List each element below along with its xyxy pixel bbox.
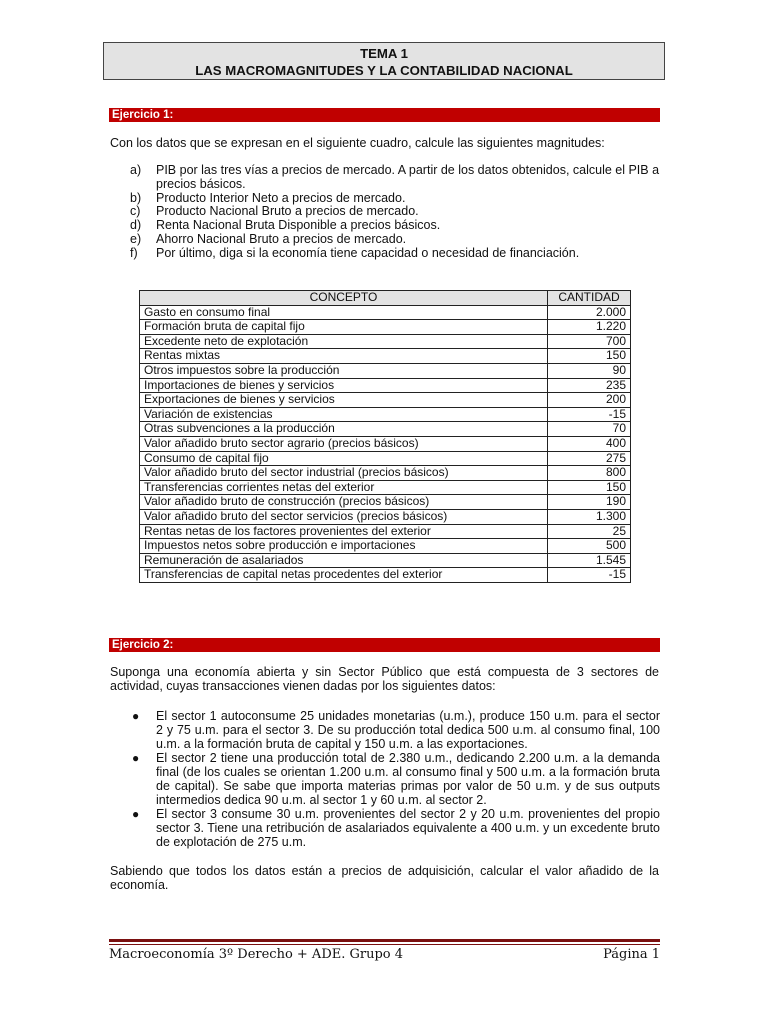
- concept-cell: Remuneración de asalariados: [140, 553, 548, 568]
- topic-number: TEMA 1: [360, 46, 408, 61]
- quantity-cell: 70: [548, 422, 631, 437]
- data-table: [139, 290, 631, 583]
- table-row: [140, 334, 631, 349]
- table-row: [140, 349, 631, 364]
- exercise-1-task-list: [130, 164, 660, 261]
- table-row: [140, 363, 631, 378]
- bullet-icon: ●: [132, 709, 140, 723]
- quantity-cell: 700: [548, 334, 631, 349]
- table-row: [140, 320, 631, 335]
- document-title-box: [103, 42, 665, 80]
- task-item: f) Por último, diga si la economía tiene capacidad o necesidad de financiación.: [130, 245, 580, 260]
- quantity-cell: 500: [548, 539, 631, 554]
- exercise-1-header: Ejercicio 1:: [109, 108, 660, 122]
- task-item: b) Producto Interior Neto a precios de mercado.: [130, 190, 406, 205]
- quantity-cell: 800: [548, 466, 631, 481]
- task-item: a) PIB por las tres vías a precios de mercado. A partir de los datos obtenidos, calcule el PIB a precios básicos.: [130, 163, 660, 191]
- concept-cell: Excedente neto de explotación: [140, 334, 548, 349]
- quantity-cell: -15: [548, 568, 631, 583]
- column-header-cantidad: CANTIDAD: [548, 291, 631, 306]
- table-row: [140, 436, 631, 451]
- table-row: [140, 466, 631, 481]
- concept-cell: Rentas netas de los factores provenientes del exterior: [140, 524, 548, 539]
- concept-cell: Exportaciones de bienes y servicios: [140, 393, 548, 408]
- concept-cell: Valor añadido bruto de construcción (precios básicos): [140, 495, 548, 510]
- table-row: [140, 568, 631, 583]
- list-item: ● El sector 3 consume 30 u.m. provenientes del sector 2 y 20 u.m. provenientes del propio sector 3. Tiene una retribución de asalariados equivalente a 400 u.m. y un excedente bruto de explotación de 275 u.m.: [132, 807, 660, 849]
- task-item: c) Producto Nacional Bruto a precios de mercado.: [130, 204, 419, 219]
- quantity-cell: 235: [548, 378, 631, 393]
- table-row: [140, 509, 631, 524]
- concept-cell: Otras subvenciones a la producción: [140, 422, 548, 437]
- column-header-concepto: CONCEPTO: [140, 291, 548, 306]
- list-item: ● El sector 1 autoconsume 25 unidades monetarias (u.m.), produce 150 u.m. para el sector 2 y 75 u.m. para el sector 3. De su producción total dedica 500 u.m. al consumo final, 100 u.m. a la formación bruta de capital y 150 u.m. a las exportaciones.: [132, 709, 660, 751]
- table-row: [140, 393, 631, 408]
- concept-cell: Otros impuestos sobre la producción: [140, 363, 548, 378]
- table-row: [140, 378, 631, 393]
- table-row: [140, 407, 631, 422]
- footer-page-number: Página 1: [603, 947, 660, 962]
- quantity-cell: -15: [548, 407, 631, 422]
- exercise-2-intro: Suponga una economía abierta y sin Sector Público que está compuesta de 3 sectores de actividad, cuyas transacciones vienen dadas por los siguientes datos:: [110, 665, 659, 693]
- concept-cell: Gasto en consumo final: [140, 305, 548, 320]
- concept-cell: Variación de existencias: [140, 407, 548, 422]
- quantity-cell: 150: [548, 480, 631, 495]
- quantity-cell: 2.000: [548, 305, 631, 320]
- quantity-cell: 275: [548, 451, 631, 466]
- table-row: [140, 480, 631, 495]
- list-item: ● El sector 2 tiene una producción total de 2.380 u.m., dedicando 2.200 u.m. a la demanda final (de los cuales se orientan 1.200 u.m. al consumo final y 500 u.m. a la formación bruta de capital). Se sabe que importa materias primas por valor de 50 u.m. y de sus outputs intermedios dedica 90 u.m. al sector 1 y 60 u.m. al sector 2.: [132, 751, 660, 807]
- concept-cell: Transferencias de capital netas procedentes del exterior: [140, 568, 548, 583]
- exercise-2-bullet-list: [130, 709, 660, 849]
- task-item: d) Renta Nacional Bruta Disponible a precios básicos.: [130, 218, 441, 233]
- topic-title: LAS MACROMAGNITUDES Y LA CONTABILIDAD NACIONAL: [195, 63, 573, 78]
- footer-course: Macroeconomía 3º Derecho + ADE. Grupo 4: [109, 947, 404, 962]
- concept-cell: Impuestos netos sobre producción e importaciones: [140, 539, 548, 554]
- quantity-cell: 1.300: [548, 509, 631, 524]
- concept-cell: Valor añadido bruto del sector industrial (precios básicos): [140, 466, 548, 481]
- quantity-cell: 90: [548, 363, 631, 378]
- table-row: [140, 553, 631, 568]
- table-row: [140, 539, 631, 554]
- quantity-cell: 200: [548, 393, 631, 408]
- quantity-cell: 25: [548, 524, 631, 539]
- concept-cell: Rentas mixtas: [140, 349, 548, 364]
- exercise-2-header: Ejercicio 2:: [109, 638, 660, 652]
- quantity-cell: 1.545: [548, 553, 631, 568]
- concept-cell: Valor añadido bruto del sector servicios (precios básicos): [140, 509, 548, 524]
- table-row: [140, 422, 631, 437]
- concept-cell: Consumo de capital fijo: [140, 451, 548, 466]
- exercise-2-closing: Sabiendo que todos los datos están a precios de adquisición, calcular el valor añadido de la economía.: [110, 864, 659, 892]
- quantity-cell: 150: [548, 349, 631, 364]
- quantity-cell: 1.220: [548, 320, 631, 335]
- table-row: [140, 524, 631, 539]
- concept-cell: Transferencias corrientes netas del exterior: [140, 480, 548, 495]
- bullet-icon: ●: [132, 807, 140, 821]
- task-item: e) Ahorro Nacional Bruto a precios de mercado.: [130, 231, 407, 246]
- concept-cell: Importaciones de bienes y servicios: [140, 378, 548, 393]
- concept-cell: Valor añadido bruto sector agrario (precios básicos): [140, 436, 548, 451]
- table-row: [140, 495, 631, 510]
- table-row: [140, 305, 631, 320]
- table-row: [140, 451, 631, 466]
- quantity-cell: 190: [548, 495, 631, 510]
- concept-cell: Formación bruta de capital fijo: [140, 320, 548, 335]
- bullet-icon: ●: [132, 751, 140, 765]
- quantity-cell: 400: [548, 436, 631, 451]
- exercise-1-intro: Con los datos que se expresan en el siguiente cuadro, calcule las siguientes magnitudes:: [110, 136, 605, 150]
- page-footer: [109, 947, 660, 962]
- footer-divider: [109, 939, 660, 945]
